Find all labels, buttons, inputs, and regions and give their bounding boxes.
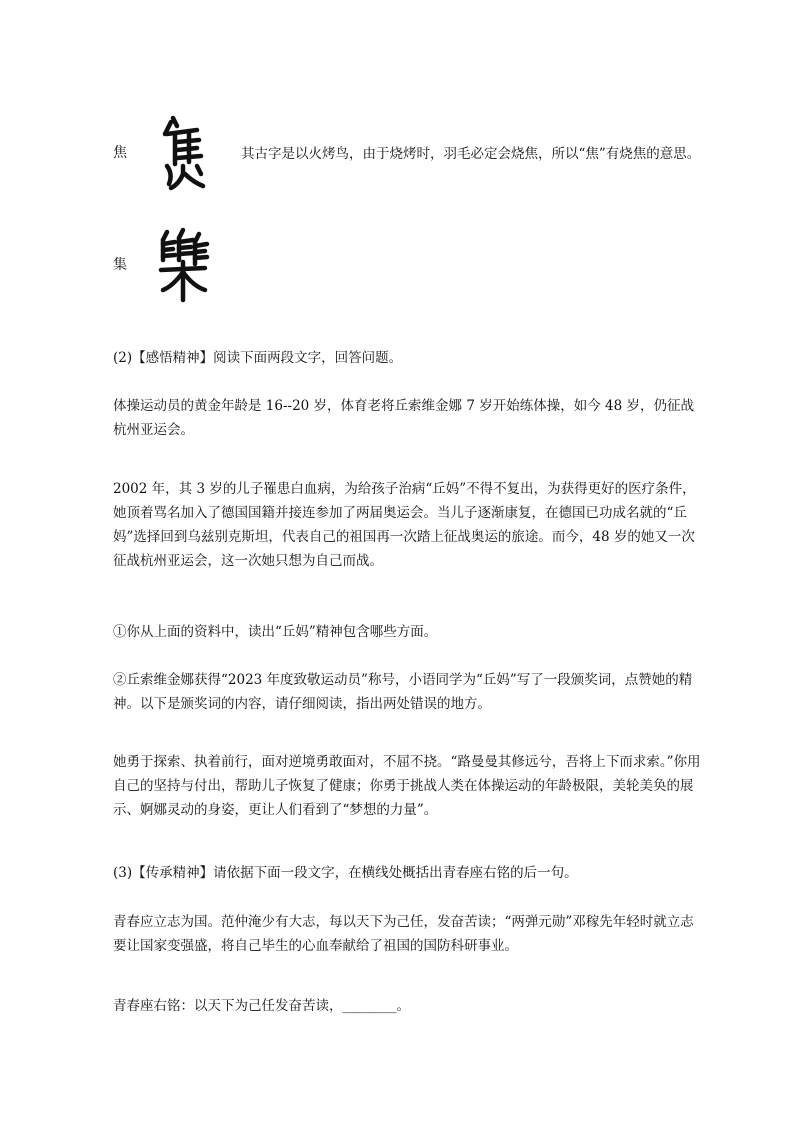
char-label-ji: 集 [113,257,127,273]
section3-paragraph: 青春应立志为国。范仲淹少有大志，每以天下为己任，发奋苦读；“两弹元勋”邓稼先年轻时就立志要让国家变强盛，将自己毕生的心血奉献给了祖国的国防科研事业。 [113,914,694,954]
char-label-jiao: 焦 [113,145,127,161]
ancient-script-jiao-icon [153,112,213,192]
motto-line: 青春座右铭：以天下为己任发奋苦读，________。 [113,998,410,1014]
glyph-description-jiao: 其古字是以火烤鸟，由于烧烤时，羽毛必定会烧焦，所以“焦”有烧焦的意思。 [241,146,701,162]
glyph-row-ji [113,224,213,304]
section2-heading: (2)【感悟精神】阅读下面两段文字，回答问题。 [113,350,403,366]
question-2: ②丘索维金娜获得“2023 年度致敬运动员”称号，小语同学为“丘妈”写了一段颁奖词，点赞她的精神。以下是颁奖词的内容，请仔细阅读，指出两处错误的地方。 [113,672,693,712]
section2-paragraph-1: 体操运动员的黄金年龄是 16--20 岁，体育老将丘索维金娜 7 岁开始练体操，如今 48 岁，仍征战杭州亚运会。 [113,398,694,438]
section2-paragraph-2: 2002 年，其 3 岁的儿子罹患白血病，为给孩子治病“丘妈”不得不复出，为获得更好的医疗条件，她顶着骂名加入了德国国籍并接连参加了两届奥运会。当儿子逐渐康复，在德国已功成名就的“丘妈”选择回到乌兹别克斯坦，代表自己的祖国再一次踏上征战奥运的旅途。而今，48 岁的她又一次征战杭州亚运会，这一次她只想为自己而战。 [113,481,696,569]
section3-heading: (3)【传承精神】请依据下面一段文字，在横线处概括出青春座右铭的后一句。 [113,865,578,881]
ancient-script-ji-icon [153,224,213,304]
award-speech: 她勇于探索、执着前行，面对逆境勇敢面对，不屈不挠。“路曼曼其修远兮，吾将上下而求索。”你用自己的坚持与付出，帮助儿子恢复了健康；你勇于挑战人类在体操运动的年龄极限，美轮美奂的展示、婀娜灵动的身姿，更让人们看到了“梦想的力量”。 [113,754,701,818]
question-1: ①你从上面的资料中，读出“丘妈”精神包含哪些方面。 [113,624,438,640]
glyph-row-jiao [113,112,700,192]
